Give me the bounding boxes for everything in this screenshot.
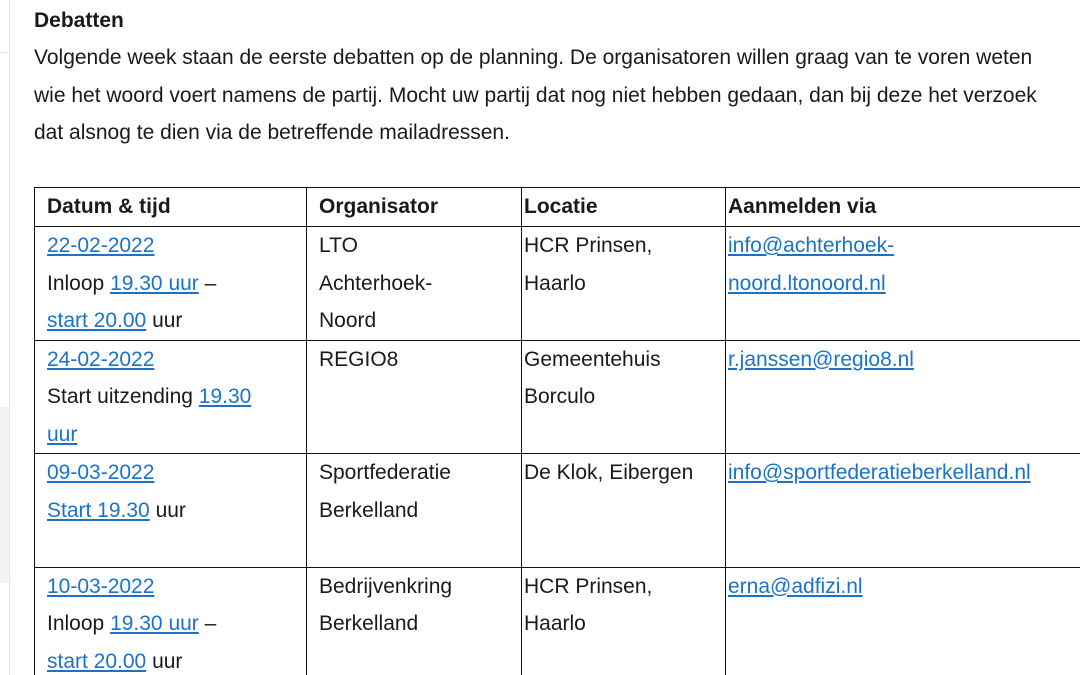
- time-link[interactable]: 19.30: [198, 385, 252, 408]
- time-separator: –: [198, 612, 217, 635]
- time-unit: uur: [149, 498, 186, 522]
- organizer-cell: [307, 567, 522, 675]
- location-line: HCR Prinsen,: [524, 234, 653, 257]
- header-organizer: Organisator: [307, 188, 522, 227]
- signup-cell: [726, 227, 1080, 341]
- organizer-cell: [307, 454, 522, 568]
- table-row: [35, 454, 1080, 568]
- table-row: [35, 227, 1080, 341]
- organizer-line: Berkelland: [319, 498, 419, 522]
- start-time-link[interactable]: start 20.00: [47, 309, 147, 332]
- time-unit-link[interactable]: uur: [47, 422, 78, 446]
- datetime-cell: [35, 454, 307, 568]
- datetime-cell: [35, 340, 307, 454]
- time-unit: uur: [146, 649, 183, 673]
- signup-cell: [726, 567, 1080, 675]
- location-line: De Klok, Eibergen: [524, 461, 694, 484]
- location-cell: [522, 340, 726, 454]
- signup-cell: [726, 340, 1080, 454]
- date-link[interactable]: 22-02-2022: [47, 234, 155, 257]
- left-margin-panel: [0, 407, 9, 583]
- signup-cell: [726, 454, 1080, 568]
- time-link[interactable]: 19.30 uur: [110, 271, 199, 295]
- location-cell: [522, 454, 726, 568]
- organizer-line: Berkelland: [319, 612, 419, 635]
- table-row: [35, 567, 1080, 675]
- organizer-line: LTO: [319, 234, 358, 257]
- time-link[interactable]: 19.30 uur: [110, 612, 199, 635]
- table-header-row: [35, 188, 1080, 227]
- header-location: Locatie: [522, 188, 726, 227]
- location-cell: [522, 227, 726, 341]
- location-line: Haarlo: [524, 612, 586, 635]
- start-time-link[interactable]: Start 19.30: [47, 498, 150, 522]
- email-link[interactable]: erna@adfizi.nl: [728, 574, 863, 598]
- date-link[interactable]: 10-03-2022: [47, 574, 155, 598]
- organizer-line: Bedrijvenkring: [319, 574, 453, 598]
- section-heading: Debatten: [34, 9, 124, 32]
- email-link[interactable]: [728, 227, 1080, 302]
- start-time-link[interactable]: start 20.00: [47, 649, 147, 673]
- time-label: Start uitzending: [47, 385, 199, 408]
- time-label: Inloop: [47, 271, 111, 295]
- organizer-line: REGIO8: [319, 347, 399, 371]
- header-datetime: Datum & tijd: [35, 188, 307, 227]
- left-margin-mark: [0, 52, 9, 67]
- organizer-cell: [307, 227, 522, 341]
- location-line: Borculo: [524, 385, 596, 408]
- time-unit: uur: [146, 309, 183, 332]
- location-line: Gemeentehuis: [524, 347, 661, 371]
- article-content: [34, 0, 1054, 673]
- email-link[interactable]: info@sportfederatieberkelland.nl: [728, 461, 1031, 484]
- header-signup: Aanmelden via: [726, 188, 1080, 227]
- time-separator: –: [198, 271, 217, 295]
- datetime-cell: [35, 227, 307, 341]
- organizer-line: Noord: [319, 309, 377, 332]
- location-line: HCR Prinsen,: [524, 574, 653, 598]
- organizer-line: Sportfederatie: [319, 461, 451, 484]
- location-cell: [522, 567, 726, 675]
- datetime-cell: [35, 567, 307, 675]
- organizer-line: Achterhoek-: [319, 271, 433, 295]
- email-part[interactable]: info@achterhoek-: [728, 234, 895, 257]
- organizer-cell: [307, 340, 522, 454]
- intro-paragraph: Volgende week staan de eerste debatten op de planning. De organisatoren willen graag van te voren weten wie het woord voert namens de partij. Mocht uw partij dat nog niet hebben gedaan, dan bij deze het verzoek dat alsnog te dien via de betreffende mailadressen.: [34, 46, 1037, 144]
- table-row: [35, 340, 1080, 454]
- email-part[interactable]: noord.ltonoord.nl: [728, 271, 886, 295]
- email-link[interactable]: r.janssen@regio8.nl: [728, 347, 914, 371]
- location-line: Haarlo: [524, 271, 586, 295]
- left-border: [9, 0, 10, 675]
- date-link[interactable]: 24-02-2022: [47, 347, 155, 371]
- date-link[interactable]: 09-03-2022: [47, 461, 155, 484]
- time-label: Inloop: [47, 612, 111, 635]
- debates-table: [34, 187, 1080, 675]
